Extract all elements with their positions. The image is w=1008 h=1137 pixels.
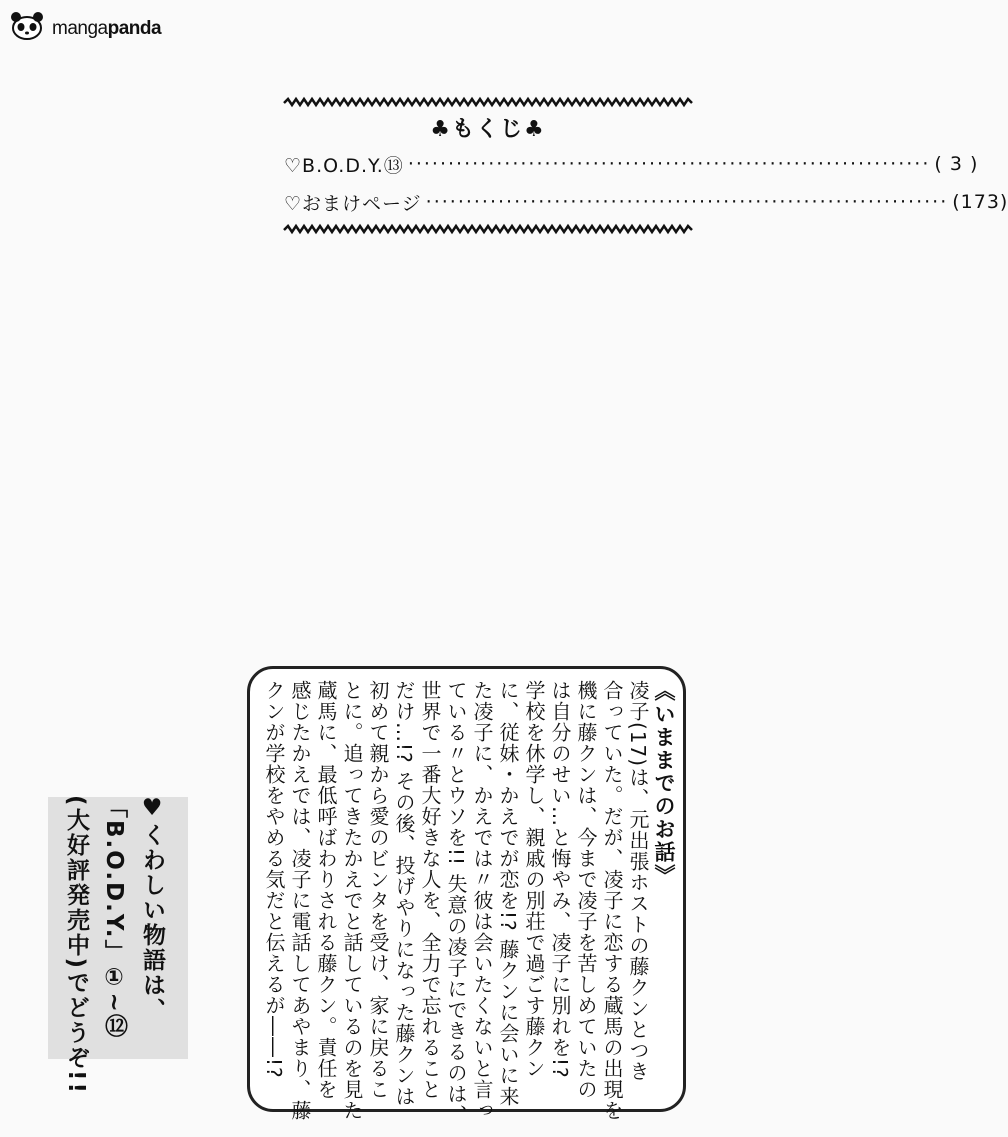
toc-title: ♣もくじ♣: [430, 117, 546, 142]
toc-entry-page: (173): [952, 191, 1008, 213]
logo-text: [52, 18, 161, 40]
toc-bottom-border: [284, 224, 692, 234]
story-line: 学校を休学し、親戚の別荘で過ごす藤クン: [522, 680, 546, 1079]
site-logo[interactable]: [10, 6, 210, 46]
story-line: 蔵馬に、最低呼ばわりされる藤クン。責任を: [314, 680, 338, 1100]
story-line: とに。追ってきたかえでと話しているのを見た: [340, 680, 364, 1121]
promo-line: (大好評発売中)でどうぞ!!: [63, 795, 89, 1096]
logo-suffix: panda: [107, 18, 162, 39]
story-heading: 《いままでのお話》: [652, 680, 676, 887]
story-line: は自分のせい…と悔やみ、凌子に別れを!?: [548, 680, 572, 1079]
story-line: 凌子(17)は、元出張ホストの藤クンとつき: [626, 680, 650, 1083]
promo-line: 「B.O.D.Y.」①~⑫: [101, 795, 127, 1039]
story-line: ている〃とウソを!! 失意の凌子にできるのは、: [444, 680, 468, 1126]
story-line: 合っていた。だが、凌子に恋する蔵馬の出現を: [600, 680, 624, 1121]
toc-entry-label: ♡おまけページ: [284, 192, 422, 215]
toc-top-border: [284, 97, 692, 107]
toc-entry-page: ( 3 ): [934, 153, 979, 175]
toc-leader-dots: ·································································: [425, 191, 949, 213]
promo-line: ♥くわしい物語は、: [139, 795, 165, 1023]
story-line: だけ…!? その後、投げやりになった藤クンは: [392, 680, 416, 1107]
story-line: クンが学校をやめる気だと伝えるが――!?: [262, 680, 286, 1079]
toc-entry-omake[interactable]: [284, 188, 1008, 216]
story-line: 世界で一番大好きな人を、全力で忘れること: [418, 680, 442, 1100]
toc-leader-dots: ·································································: [407, 153, 931, 175]
panda-logo-icon: [10, 8, 44, 42]
story-line: た凌子に、かえでは〃彼は会いたくないと言っ: [470, 680, 494, 1121]
story-line: 感じたかえでは、凌子に電話してあやまり、藤: [288, 680, 312, 1121]
story-line: 初めて親から愛のビンタを受け、家に戻るこ: [366, 680, 390, 1100]
logo-prefix: manga: [52, 18, 108, 39]
story-line: 機に藤クンは、今まで凌子を苦しめていたの: [574, 680, 598, 1100]
toc-entry-label: ♡B.O.D.Y.⑬: [284, 154, 404, 177]
story-line: に、従妹・かえでが恋を!? 藤クンに会いに来: [496, 680, 520, 1107]
toc-entry-body[interactable]: [284, 150, 979, 178]
